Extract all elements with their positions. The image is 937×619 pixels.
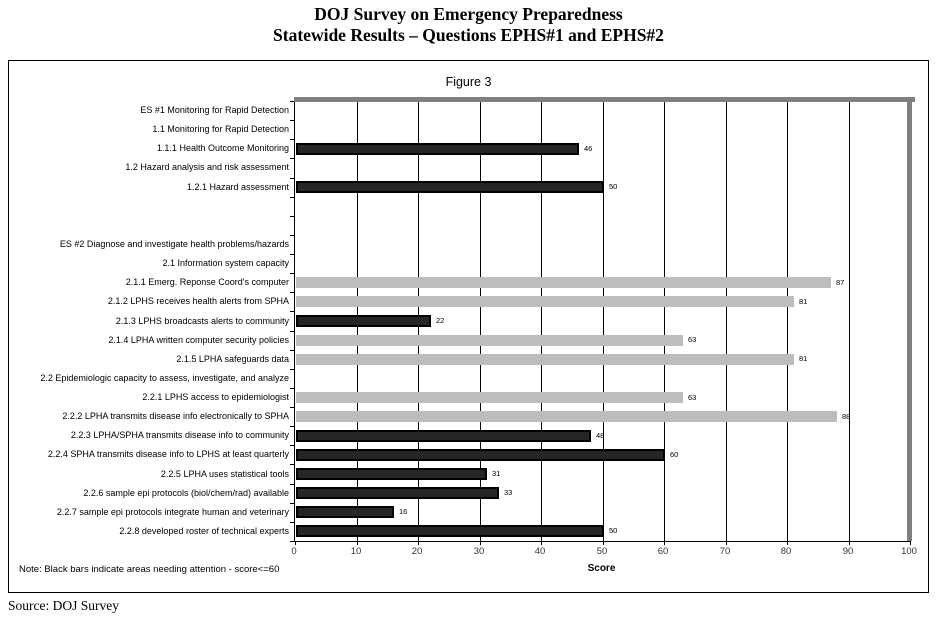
bar-2.1.4 (296, 335, 683, 346)
category-tick (290, 407, 294, 408)
value-tick (480, 541, 481, 545)
bar-value-label: 48 (596, 431, 605, 440)
bar-2.1.2 (296, 296, 794, 307)
category-tick (290, 216, 294, 217)
plot-area (294, 101, 910, 542)
category-tick (290, 197, 294, 198)
value-tick (295, 541, 296, 545)
category-tick (290, 445, 294, 446)
bar-value-label: 63 (688, 393, 697, 402)
chart-note: Note: Black bars indicate areas needing attention - score<=60 (19, 564, 280, 575)
page-title-line2: Statewide Results – Questions EPHS#1 and EPHS#2 (273, 25, 664, 45)
plot-shadow-right (907, 97, 912, 541)
category-label: ES #2 Diagnose and investigate health problems/hazards (59, 239, 289, 249)
bar-value-label: 81 (799, 297, 808, 306)
category-label: 2.2.4 SPHA transmits disease info to LPHS at least quarterly (47, 449, 289, 459)
value-tick-label: 70 (719, 546, 731, 557)
category-tick (290, 139, 294, 140)
bar-value-label: 31 (492, 469, 501, 478)
bar-2.2.4 (296, 449, 665, 461)
category-tick (290, 101, 294, 102)
value-tick-label: 100 (901, 546, 917, 557)
bar-value-label: 88 (842, 412, 851, 421)
category-label: 2.1.4 LPHA written computer security policies (108, 335, 289, 345)
value-tick (787, 541, 788, 545)
category-label: 2.1.3 LPHS broadcasts alerts to community (115, 316, 289, 326)
category-label: 2.1.2 LPHS receives health alerts from SPHA (107, 296, 289, 306)
category-tick (290, 388, 294, 389)
source-caption: Source: DOJ Survey (8, 598, 119, 613)
bar-value-label: 50 (609, 182, 618, 191)
gridline-90 (849, 101, 850, 541)
gridline-50 (603, 101, 604, 541)
category-tick (290, 158, 294, 159)
plot-shadow-top (294, 97, 915, 102)
value-tick (357, 541, 358, 545)
value-tick-label: 20 (411, 546, 423, 557)
category-label: 2.2.7 sample epi protocols integrate human and veterinary (56, 507, 289, 517)
value-tick (910, 541, 911, 545)
category-tick (290, 120, 294, 121)
category-tick (290, 522, 294, 523)
category-label: 2.1 Information system capacity (162, 258, 289, 268)
figure-caption: Figure 3 (445, 75, 492, 89)
category-label: 1.1.1 Health Outcome Monitoring (156, 143, 289, 153)
category-tick (290, 273, 294, 274)
bar-value-label: 33 (504, 488, 513, 497)
category-tick (290, 178, 294, 179)
category-tick (290, 311, 294, 312)
category-label: 2.2.6 sample epi protocols (biol/chem/rad) available (83, 488, 289, 498)
category-tick (290, 503, 294, 504)
bar-value-label: 81 (799, 354, 808, 363)
category-label: 2.2 Epidemiologic capacity to assess, investigate, and analyze (40, 373, 289, 383)
value-tick (726, 541, 727, 545)
bar-2.2.7 (296, 506, 394, 518)
bar-1.2.1 (296, 181, 604, 193)
bar-value-label: 16 (399, 507, 408, 516)
category-tick (290, 254, 294, 255)
category-label: 1.1 Monitoring for Rapid Detection (152, 124, 289, 134)
category-tick (290, 235, 294, 236)
value-tick-label: 90 (842, 546, 854, 557)
category-label: 2.2.8 developed roster of technical experts (119, 526, 289, 536)
value-tick (541, 541, 542, 545)
category-label: 1.2.1 Hazard assessment (186, 182, 289, 192)
bar-2.1.1 (296, 277, 831, 288)
gridline-40 (541, 101, 542, 541)
category-label: 2.2.5 LPHA uses statistical tools (160, 469, 289, 479)
category-label: 2.1.1 Emerg. Reponse Coord's computer (125, 277, 289, 287)
category-label: 2.1.5 LPHA safeguards data (176, 354, 289, 364)
bar-2.2.3 (296, 430, 591, 442)
bar-value-label: 22 (436, 316, 445, 325)
gridline-80 (787, 101, 788, 541)
bar-value-label: 46 (584, 144, 593, 153)
value-tick (664, 541, 665, 545)
bar-value-label: 63 (688, 335, 697, 344)
bar-1.1.1 (296, 143, 579, 155)
bar-value-label: 50 (609, 526, 618, 535)
category-tick (290, 484, 294, 485)
bar-2.2.1 (296, 392, 683, 403)
category-label: 2.2.3 LPHA/SPHA transmits disease info to community (70, 430, 289, 440)
bar-2.2.2 (296, 411, 837, 422)
page-title-line1: DOJ Survey on Emergency Preparedness (314, 4, 623, 24)
gridline-60 (664, 101, 665, 541)
bar-2.2.5 (296, 468, 487, 480)
value-tick (849, 541, 850, 545)
figure-box (8, 60, 929, 593)
value-tick-label: 50 (596, 546, 608, 557)
bar-value-label: 60 (670, 450, 679, 459)
value-tick-label: 80 (780, 546, 792, 557)
bar-2.1.5 (296, 354, 794, 365)
value-tick-label: 60 (657, 546, 669, 557)
category-tick (290, 426, 294, 427)
value-tick (418, 541, 419, 545)
category-tick (290, 464, 294, 465)
category-label: ES #1 Monitoring for Rapid Detection (140, 105, 289, 115)
page-title (0, 4, 937, 46)
value-tick-label: 30 (473, 546, 485, 557)
bar-2.2.6 (296, 487, 499, 499)
x-axis-title: Score (587, 563, 616, 574)
category-tick (290, 369, 294, 370)
category-tick (290, 541, 294, 542)
bar-2.1.3 (296, 315, 431, 327)
category-tick (290, 331, 294, 332)
category-tick (290, 292, 294, 293)
category-label: 2.2.1 LPHS access to epidemiologist (142, 392, 289, 402)
value-tick-label: 40 (534, 546, 546, 557)
value-tick-label: 0 (291, 546, 297, 557)
category-tick (290, 350, 294, 351)
gridline-70 (726, 101, 727, 541)
bar-value-label: 87 (836, 278, 845, 287)
value-tick-label: 10 (350, 546, 362, 557)
bar-2.2.8 (296, 525, 604, 537)
category-label: 1.2 Hazard analysis and risk assessment (125, 162, 289, 172)
category-label: 2.2.2 LPHA transmits disease info electronically to SPHA (62, 411, 289, 421)
value-tick (603, 541, 604, 545)
